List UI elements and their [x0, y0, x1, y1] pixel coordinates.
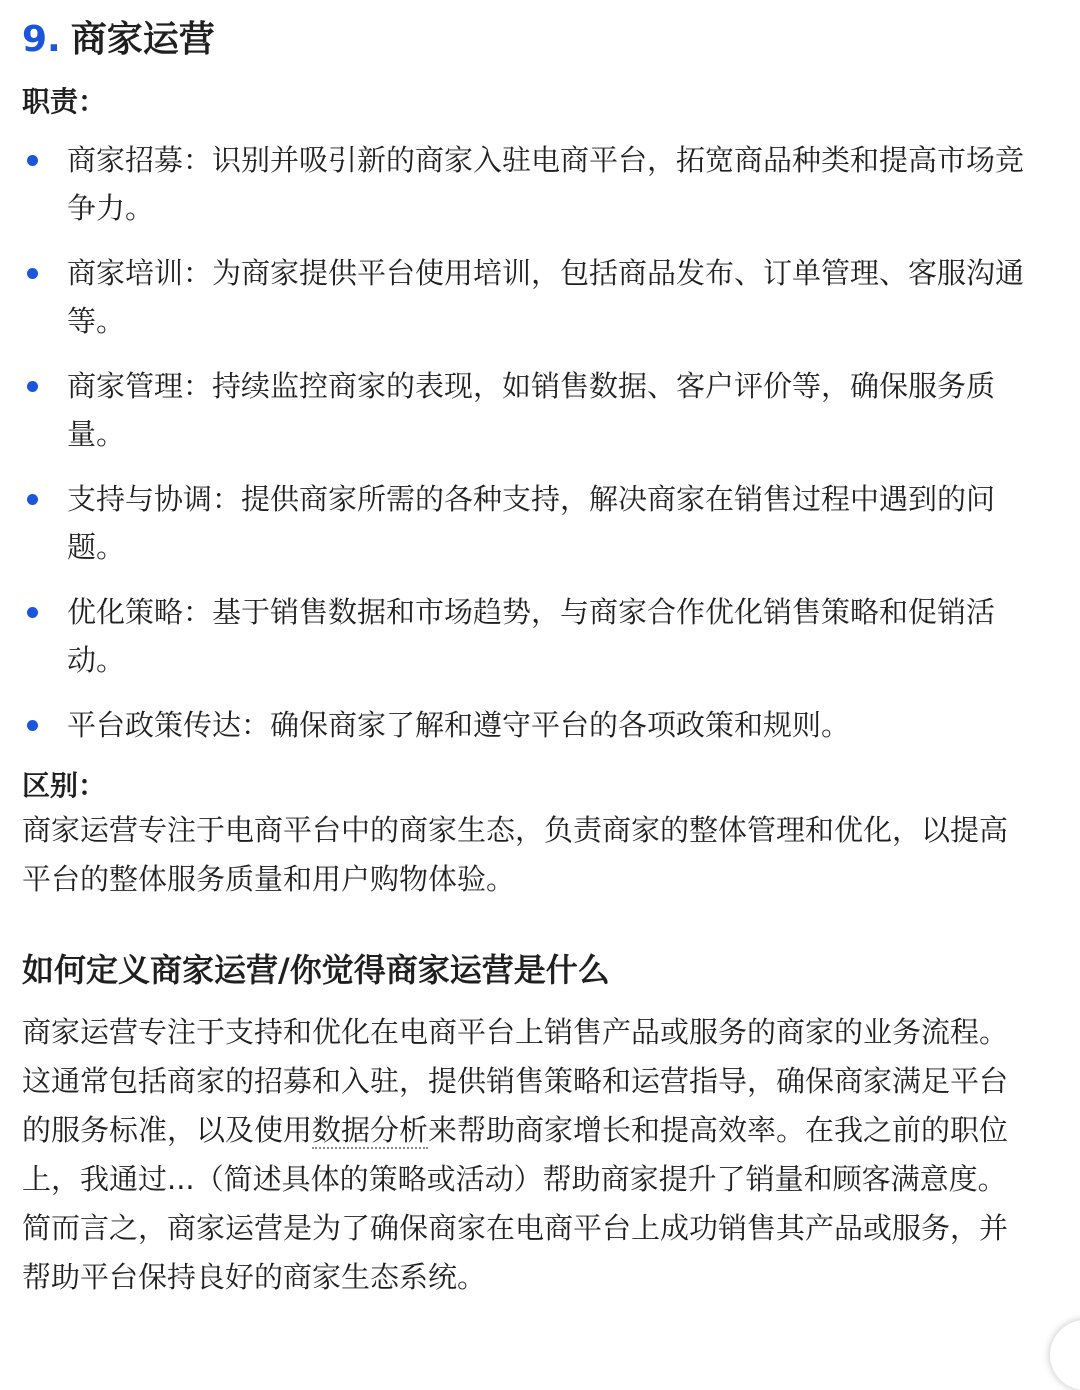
definition-text-after: 来帮助商家增长和提高效率。在我之前的职位上，我通过...（简述具体的策略或活动）帮助商家提升了销量和顾客满意度。简而言之，商家运营是为了确保商家在电商平台上成功销售其产品或服务，并帮助平台保持良好的商家生态系统。 — [22, 1113, 1009, 1294]
definition-paragraph — [22, 1008, 1022, 1302]
data-analysis-term-link[interactable]: 数据分析 — [312, 1113, 429, 1147]
list-item — [22, 136, 1032, 232]
document-content — [22, 0, 1042, 1302]
duties-label: 职责： — [22, 85, 107, 118]
floating-action-button[interactable] — [1050, 1320, 1080, 1390]
list-item — [22, 475, 1032, 571]
difference-text: 商家运营专注于电商平台中的商家生态，负责商家的整体管理和优化，以提高平台的整体服务质量和用户购物体验。 — [22, 813, 1009, 896]
bullet-icon — [27, 607, 38, 618]
list-item — [22, 362, 1032, 458]
section-number: 9. — [22, 19, 61, 60]
list-item-text: 商家管理：持续监控商家的表现，如销售数据、客户评价等，确保服务质量。 — [67, 369, 996, 451]
bullet-icon — [27, 268, 38, 279]
duties-list — [22, 136, 1042, 749]
list-item-text: 平台政策传达：确保商家了解和遵守平台的各项政策和规则。 — [67, 708, 851, 742]
bullet-icon — [27, 381, 38, 392]
list-item-text: 商家招募：识别并吸引新的商家入驻电商平台，拓宽商品种类和提高市场竞争力。 — [67, 143, 1025, 225]
section-heading — [22, 14, 1042, 70]
list-item — [22, 588, 1032, 684]
definition-text-before: 商家运营专注于支持和优化在电商平台上销售产品或服务的商家的业务流程。这通常包括商家的招募和入驻，提供销售策略和运营指导，确保商家满足平台的服务标准，以及使用 — [22, 1015, 1009, 1147]
list-item-text: 支持与协调：提供商家所需的各种支持，解决商家在销售过程中遇到的问题。 — [67, 482, 996, 564]
definition-heading: 如何定义商家运营/你觉得商家运营是什么 — [22, 951, 610, 989]
list-item-text: 优化策略：基于销售数据和市场趋势，与商家合作优化销售策略和促销活动。 — [67, 595, 996, 677]
section-title: 商家运营 — [70, 19, 215, 60]
bullet-icon — [27, 720, 38, 731]
list-item — [22, 249, 1032, 345]
difference-label: 区别： — [22, 769, 107, 802]
list-item-text: 商家培训：为商家提供平台使用培训，包括商品发布、订单管理、客服沟通等。 — [67, 256, 1025, 338]
bullet-icon — [27, 494, 38, 505]
bullet-icon — [27, 155, 38, 166]
list-item — [22, 701, 1032, 749]
